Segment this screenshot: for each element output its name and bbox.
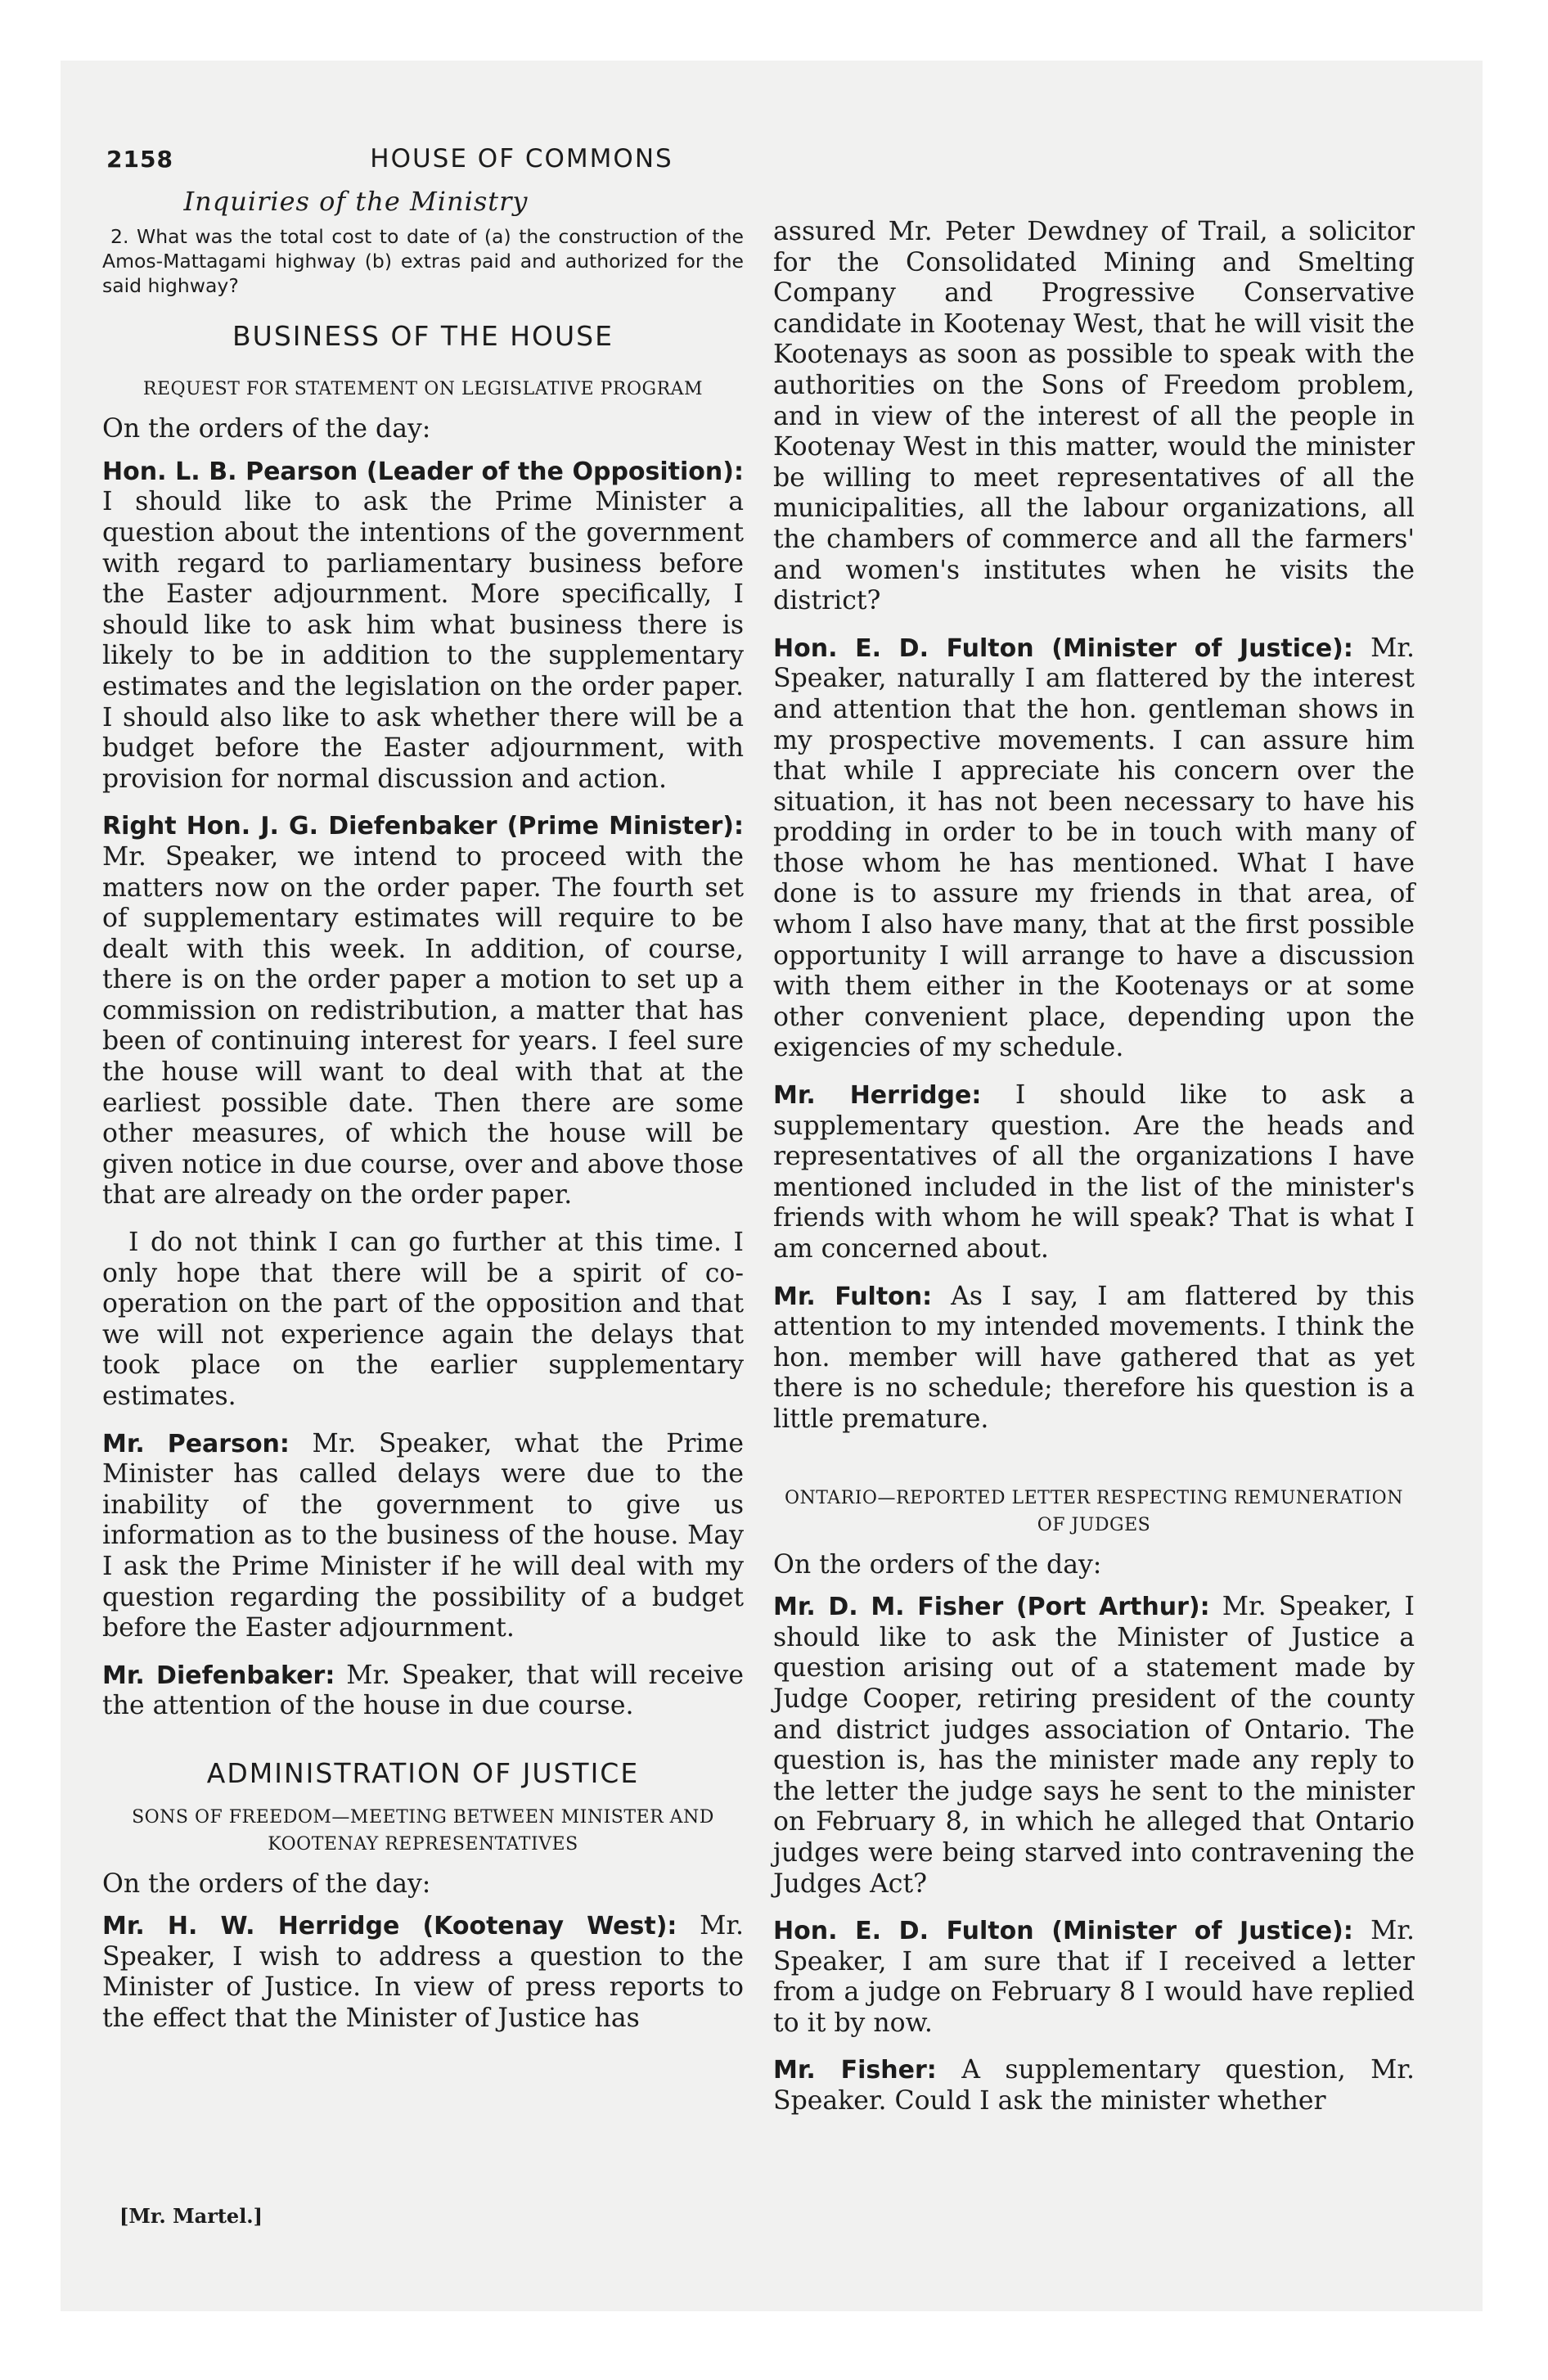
speaker-name: Mr. Herridge: <box>773 1081 982 1111</box>
speech-text: I should like to ask a supplementary question. Are the heads and representatives of all the organizations I have mentioned included in the list of the minister's friends with whom he will speak? That is what I am concerned about. <box>773 1080 1415 1264</box>
speech-herridge-2 <box>773 1080 1415 1265</box>
speech-fisher-1 <box>773 1592 1415 1900</box>
subsection-heading-sons-of-freedom: SONS OF FREEDOM—MEETING BETWEEN MINISTER AND KOOTENAY REPRESENTATIVES <box>132 1806 714 1855</box>
speech-text: Mr. Speaker, I should like to ask the Minister of Justice a question arising out of a statement made by Judge Cooper, retiring president of the county and district judges association of Ontario. The question is, has the minister made any reply to the letter the judge says he sent to the minister on February 8, in which he alleged that Ontario judges were being starved into contravening the Judges Act? <box>773 1592 1415 1899</box>
speech-pearson-2 <box>102 1429 744 1644</box>
subsection-heading-ontario-judges: ONTARIO—REPORTED LETTER RESPECTING REMUNERATION OF JUDGES <box>785 1487 1403 1535</box>
speech-herridge-1 <box>102 1911 744 2034</box>
section-heading-justice: ADMINISTRATION OF JUSTICE <box>206 1756 640 1789</box>
speaker-name: Mr. Diefenbaker: <box>102 1661 335 1690</box>
speech-fulton-1 <box>773 633 1415 1064</box>
speech-text: I should like to ask the Prime Minister a question about the intentions of the government with regard to parliamentary business before the Easter adjournment. More specifically, I should like to ask him what business there is likely to be in addition to the supplementary estimates and the legislation on the order paper. I should also like to ask whether there will be a budget before the Easter adjournment, with provision for normal discussion and action. <box>102 487 744 794</box>
orders-of-day-3: On the orders of the day: <box>773 1549 1102 1580</box>
speech-text: Mr. Speaker, we intend to proceed with the matters now on the order paper. The fourth set of supplementary estimates will require to be dealt with this week. In addition, of course, there is on the order paper a motion to set up a commission on redistribution, a matter that has been of continuing interest for years. I feel sure the house will want to deal with that at the earliest possible date. Then there are some other measures, of which the house will be given notice in due course, over and above those that are already on the order paper. <box>102 841 744 1210</box>
speech-fulton-2 <box>773 1282 1415 1436</box>
speaker-name: Hon. L. B. Pearson (Leader of the Opposition): <box>102 457 744 486</box>
inquiry-question-2: 2. What was the total cost to date of (a) the construction of the Amos-Mattagami highway (b) extras paid and authorized for the said highway? <box>102 224 744 297</box>
subheading-inquiries: Inquiries of the Ministry <box>183 186 529 217</box>
speech-text: A supplementary question, Mr. Speaker. Could I ask the minister whether <box>773 2055 1415 2116</box>
speaker-name: Hon. E. D. Fulton (Minister of Justice): <box>773 1917 1353 1946</box>
speech-diefenbaker-1 <box>102 811 744 1211</box>
speech-herridge-1-continued: assured Mr. Peter Dewdney of Trail, a solicitor for the Consolidated Mining and Smelting Company and Progressive Conservative candidate in Kootenay West, that he will visit the Kootenays as soon as possible to speak with the authorities on the Sons of Freedom problem, and in view of the interest of all the people in Kootenay West in this matter, would the minister be willing to meet representatives of all the municipalities, all the labour organizations, all the chambers of commerce and all the farmers' and women's institutes when he visits the district? <box>773 217 1415 616</box>
speaker-name: Hon. E. D. Fulton (Minister of Justice): <box>773 633 1353 663</box>
section-heading-business: BUSINESS OF THE HOUSE <box>232 319 614 352</box>
subsection-heading-legislative: REQUEST FOR STATEMENT ON LEGISLATIVE PROGRAM <box>142 379 704 400</box>
speaker-name: Mr. Pearson: <box>102 1429 290 1458</box>
orders-of-day-2: On the orders of the day: <box>102 1868 431 1899</box>
left-column <box>102 187 744 2051</box>
right-column <box>773 217 1415 2134</box>
speaker-name: Mr. Fulton: <box>773 1282 933 1311</box>
running-title: HOUSE OF COMMONS <box>370 144 673 174</box>
speech-diefenbaker-2: I do not think I can go further at this time. I only hope that there will be a spirit of co-operation on the part of the opposition and that we will not experience again the delays that took place on the earlier supplementary estimates. <box>102 1228 744 1411</box>
speech-pearson-1 <box>102 457 744 796</box>
speech-text: Mr. Speaker, I wish to address a question to the Minister of Justice. In view of press reports to the effect that the Minister of Justice has <box>102 1911 744 2033</box>
speech-diefenbaker-3 <box>102 1661 744 1722</box>
speech-text: Mr. Speaker, that will receive the attention of the house in due course. <box>102 1660 744 1721</box>
speaker-name: Right Hon. J. G. Diefenbaker (Prime Minister): <box>102 812 744 841</box>
orders-of-day-1: On the orders of the day: <box>102 414 431 444</box>
footer-speaker-reference: [Mr. Martel.] <box>119 2204 263 2228</box>
speech-text: Mr. Speaker, I am sure that if I received a letter from a judge on February 8 I would have replied to it by now. <box>773 1916 1415 2038</box>
speech-text: As I say, I am flattered by this attention to my intended movements. I think the hon. member will have gathered that as yet there is no schedule; therefore his question is a little premature. <box>773 1281 1415 1434</box>
speaker-name: Mr. Fisher: <box>773 2056 937 2085</box>
speech-text: Mr. Speaker, what the Prime Minister has called delays were due to the inability of the government to give us information as to the business of the house. May I ask the Prime Minister if he will deal with my question regarding the possibility of a budget before the Easter adjournment. <box>102 1428 745 1643</box>
speaker-name: Mr. D. M. Fisher (Port Arthur): <box>773 1593 1210 1622</box>
speech-text: Mr. Speaker, naturally I am flattered by the interest and attention that the hon. gentleman shows in my prospective movements. I can assure him that while I appreciate his concern over the situation, it has not been necessary to have his prodding in order to be in touch with many of those whom he has mentioned. What I have done is to assure my friends in that area, of whom I also have many, that at the first possible opportunity I will arrange to have a discussion with them either in the Kootenays or at some other convenient place, depending upon the exigencies of my schedule. <box>773 633 1415 1063</box>
speech-fulton-3 <box>773 1916 1415 2039</box>
page-number: 2158 <box>106 146 173 173</box>
speech-fisher-2 <box>773 2055 1415 2116</box>
page-header <box>106 141 937 177</box>
speaker-name: Mr. H. W. Herridge (Kootenay West): <box>102 1912 677 1941</box>
